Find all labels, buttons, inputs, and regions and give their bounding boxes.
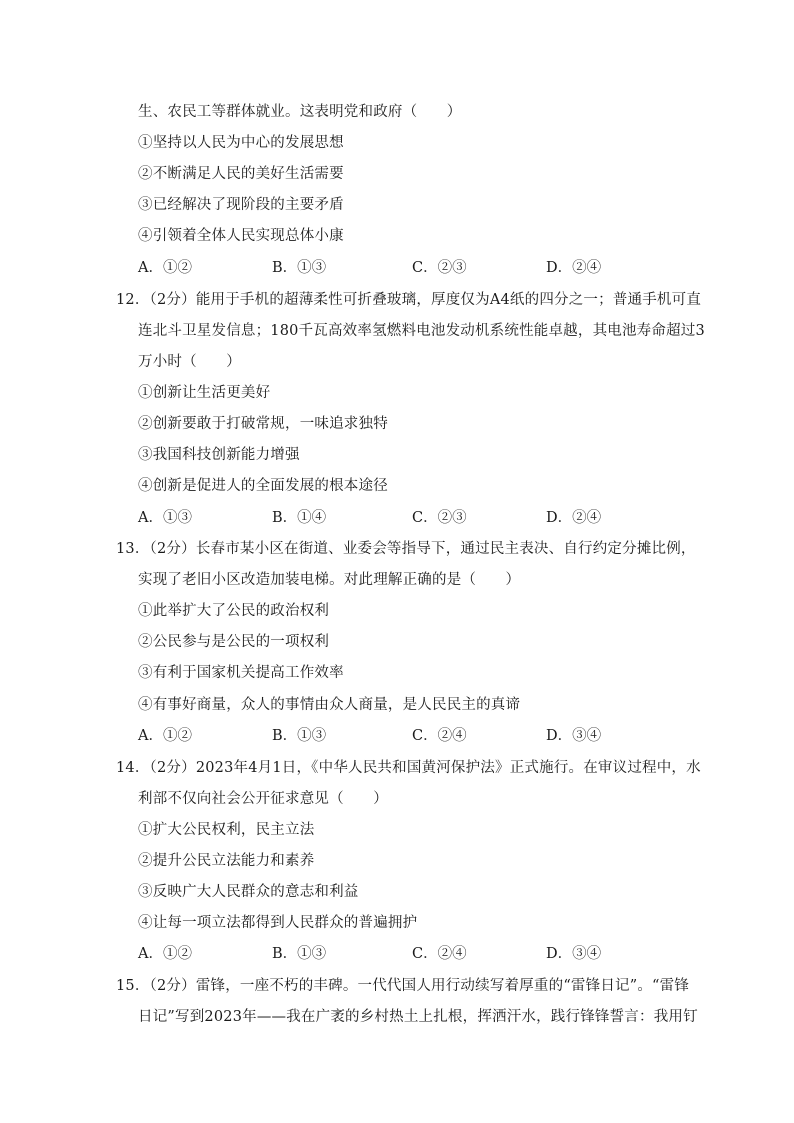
q13-option-d: D．③④	[546, 728, 602, 744]
q14-options	[138, 944, 698, 964]
q15-stem-line-2: 日记”写到2023年——我在广袤的乡村热土上扎根，挥洒汗水，践行锋锋誓言：我用钉	[138, 1009, 698, 1025]
q12-option-a: A．①③	[138, 510, 192, 526]
q11-item-2: ②不断满足人民的美好生活需要	[138, 166, 344, 182]
q14-option-b: B．①③	[272, 946, 327, 962]
q11-item-3: ③已经解决了现阶段的主要矛盾	[138, 197, 344, 213]
q11-item-1: ①坚持以人民为中心的发展思想	[138, 135, 344, 151]
q12-item-3: ③我国科技创新能力增强	[138, 447, 300, 463]
q13-options	[138, 726, 698, 746]
q11-option-b: B．①③	[272, 260, 327, 276]
q12-stem-line-2: 连北斗卫星发信息；180千瓦高效率氢燃料电池发动机系统性能卓越，其电池寿命超过3	[138, 323, 705, 339]
q11-option-a: A．①②	[138, 260, 192, 276]
q11-option-c: C．②③	[412, 260, 467, 276]
q14-item-4: ④让每一项立法都得到人民群众的普遍拥护	[138, 915, 418, 931]
q13-stem-line-2: 实现了老旧小区改造加装电梯。对此理解正确的是（ ）	[138, 572, 521, 588]
q15-stem-line-1: 15．（2分）雷锋，一座不朽的丰碑。一代代国人用行动续写着厚重的“雷锋日记”。“雷锋	[116, 978, 690, 994]
q11-option-d: D．②④	[546, 260, 602, 276]
q13-stem-line-1: 13．（2分）长春市某小区在街道、业委会等指导下，通过民主表决、自行约定分摊比例，	[116, 541, 696, 557]
q13-option-c: C．②④	[412, 728, 467, 744]
q13-item-4: ④有事好商量，众人的事情由众人商量，是人民民主的真谛	[138, 697, 521, 713]
q12-option-c: C．②③	[412, 510, 467, 526]
q12-option-b: B．①④	[272, 510, 327, 526]
q14-option-c: C．②④	[412, 946, 467, 962]
q13-item-1: ①此举扩大了公民的政治权利	[138, 603, 330, 619]
q14-item-1: ①扩大公民权利，民主立法	[138, 822, 315, 838]
q14-item-2: ②提升公民立法能力和素养	[138, 853, 315, 869]
q12-item-2: ②创新要敢于打破常规，一味追求独特	[138, 416, 388, 432]
q11-stem-line: 生、农民工等群体就业。这表明党和政府（ ）	[138, 104, 462, 120]
q13-option-b: B．①③	[272, 728, 327, 744]
q12-item-1: ①创新让生活更美好	[138, 385, 271, 401]
q13-item-3: ③有利于国家机关提高工作效率	[138, 665, 344, 681]
q11-options	[138, 258, 698, 278]
q11-item-4: ④引领着全体人民实现总体小康	[138, 228, 344, 244]
q14-option-d: D．③④	[546, 946, 602, 962]
q12-option-d: D．②④	[546, 510, 602, 526]
q12-options	[138, 508, 698, 528]
q12-stem-line-3: 万小时（ ）	[138, 354, 241, 370]
q14-stem-line-2: 利部不仅向社会公开征求意见（ ）	[138, 791, 388, 807]
q14-stem-line-1: 14．（2分）2023年4月1日，《中华人民共和国黄河保护法》正式施行。在审议过程中，水	[116, 760, 701, 776]
q12-stem-line-1: 12．（2分）能用于手机的超薄柔性可折叠玻璃，厚度仅为A4纸的四分之一；普通手机可直	[116, 292, 702, 308]
q14-item-3: ③反映广大人民群众的意志和利益	[138, 884, 359, 900]
q14-option-a: A．①②	[138, 946, 192, 962]
q12-item-4: ④创新是促进人的全面发展的根本途径	[138, 478, 388, 494]
q13-item-2: ②公民参与是公民的一项权利	[138, 634, 330, 650]
q13-option-a: A．①②	[138, 728, 192, 744]
